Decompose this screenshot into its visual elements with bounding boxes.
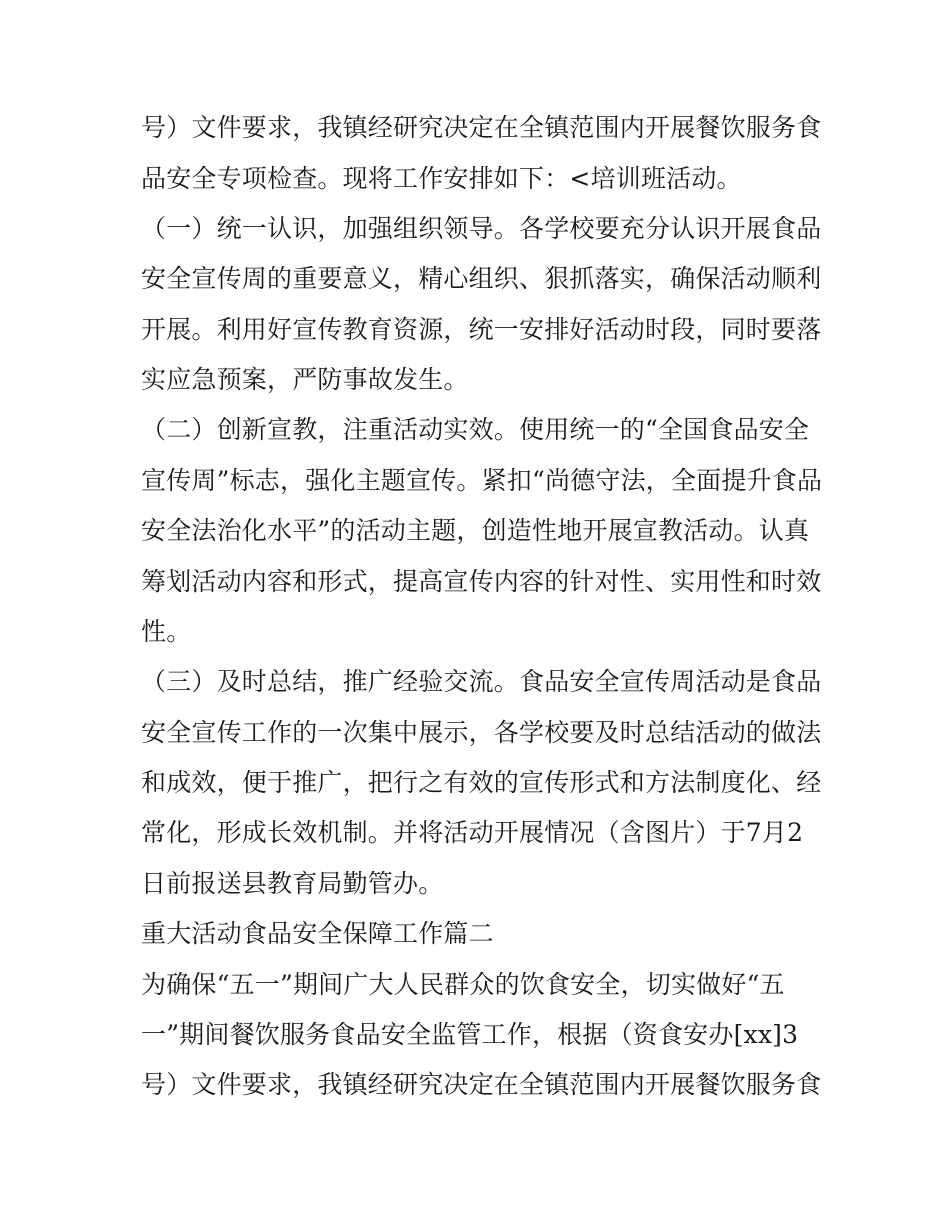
- text-line: 实应急预案，严防事故发生。: [141, 365, 469, 394]
- text-line: （一）统一认识，加强组织领导。各学校要充分认识开展食品: [141, 214, 822, 243]
- text-line: （三）及时总结，推广经验交流。食品安全宣传周活动是食品: [141, 667, 822, 696]
- text-line: 品安全专项检查。现将工作安排如下：<培训班活动。: [141, 164, 742, 193]
- text-line: 开展。利用好宣传教育资源，统一安排好活动时段，同时要落: [141, 315, 822, 344]
- text-line: 为确保“五一”期间广大人民群众的饮食安全，切实做好“五: [141, 970, 785, 999]
- text-line: 安全宣传工作的一次集中展示，各学校要及时总结活动的做法: [141, 718, 822, 747]
- text-line: 筹划活动内容和形式，提高宣传内容的针对性、实用性和时效: [141, 567, 822, 596]
- text-line: 常化，形成长效机制。并将活动开展情况（含图片）于7月2: [141, 818, 804, 847]
- text-line: 安全宣传周的重要意义，精心组织、狠抓落实，确保活动顺利: [141, 264, 822, 293]
- text-line: 宣传周”标志，强化主题宣传。紧扣“尚德守法，全面提升食品: [141, 466, 823, 495]
- text-line: 号）文件要求，我镇经研究决定在全镇范围内开展餐饮服务食: [141, 113, 822, 142]
- text-line: 和成效，便于推广，把行之有效的宣传形式和方法制度化、经: [141, 768, 822, 797]
- text-line: 日前报送县教育局勤管办。: [141, 869, 444, 898]
- text-line: 性。: [141, 617, 192, 646]
- text-line: 安全法治化水平”的活动主题，创造性地开展宣教活动。认真: [141, 516, 810, 545]
- text-line: 一”期间餐饮服务食品安全监管工作，根据（资食安办[xx]3: [141, 1020, 799, 1049]
- text-line: 号）文件要求，我镇经研究决定在全镇范围内开展餐饮服务食: [141, 1070, 822, 1099]
- text-line: （二）创新宣教，注重活动实效。使用统一的“全国食品安全: [141, 415, 810, 444]
- section-heading: 重大活动食品安全保障工作篇二: [141, 919, 494, 948]
